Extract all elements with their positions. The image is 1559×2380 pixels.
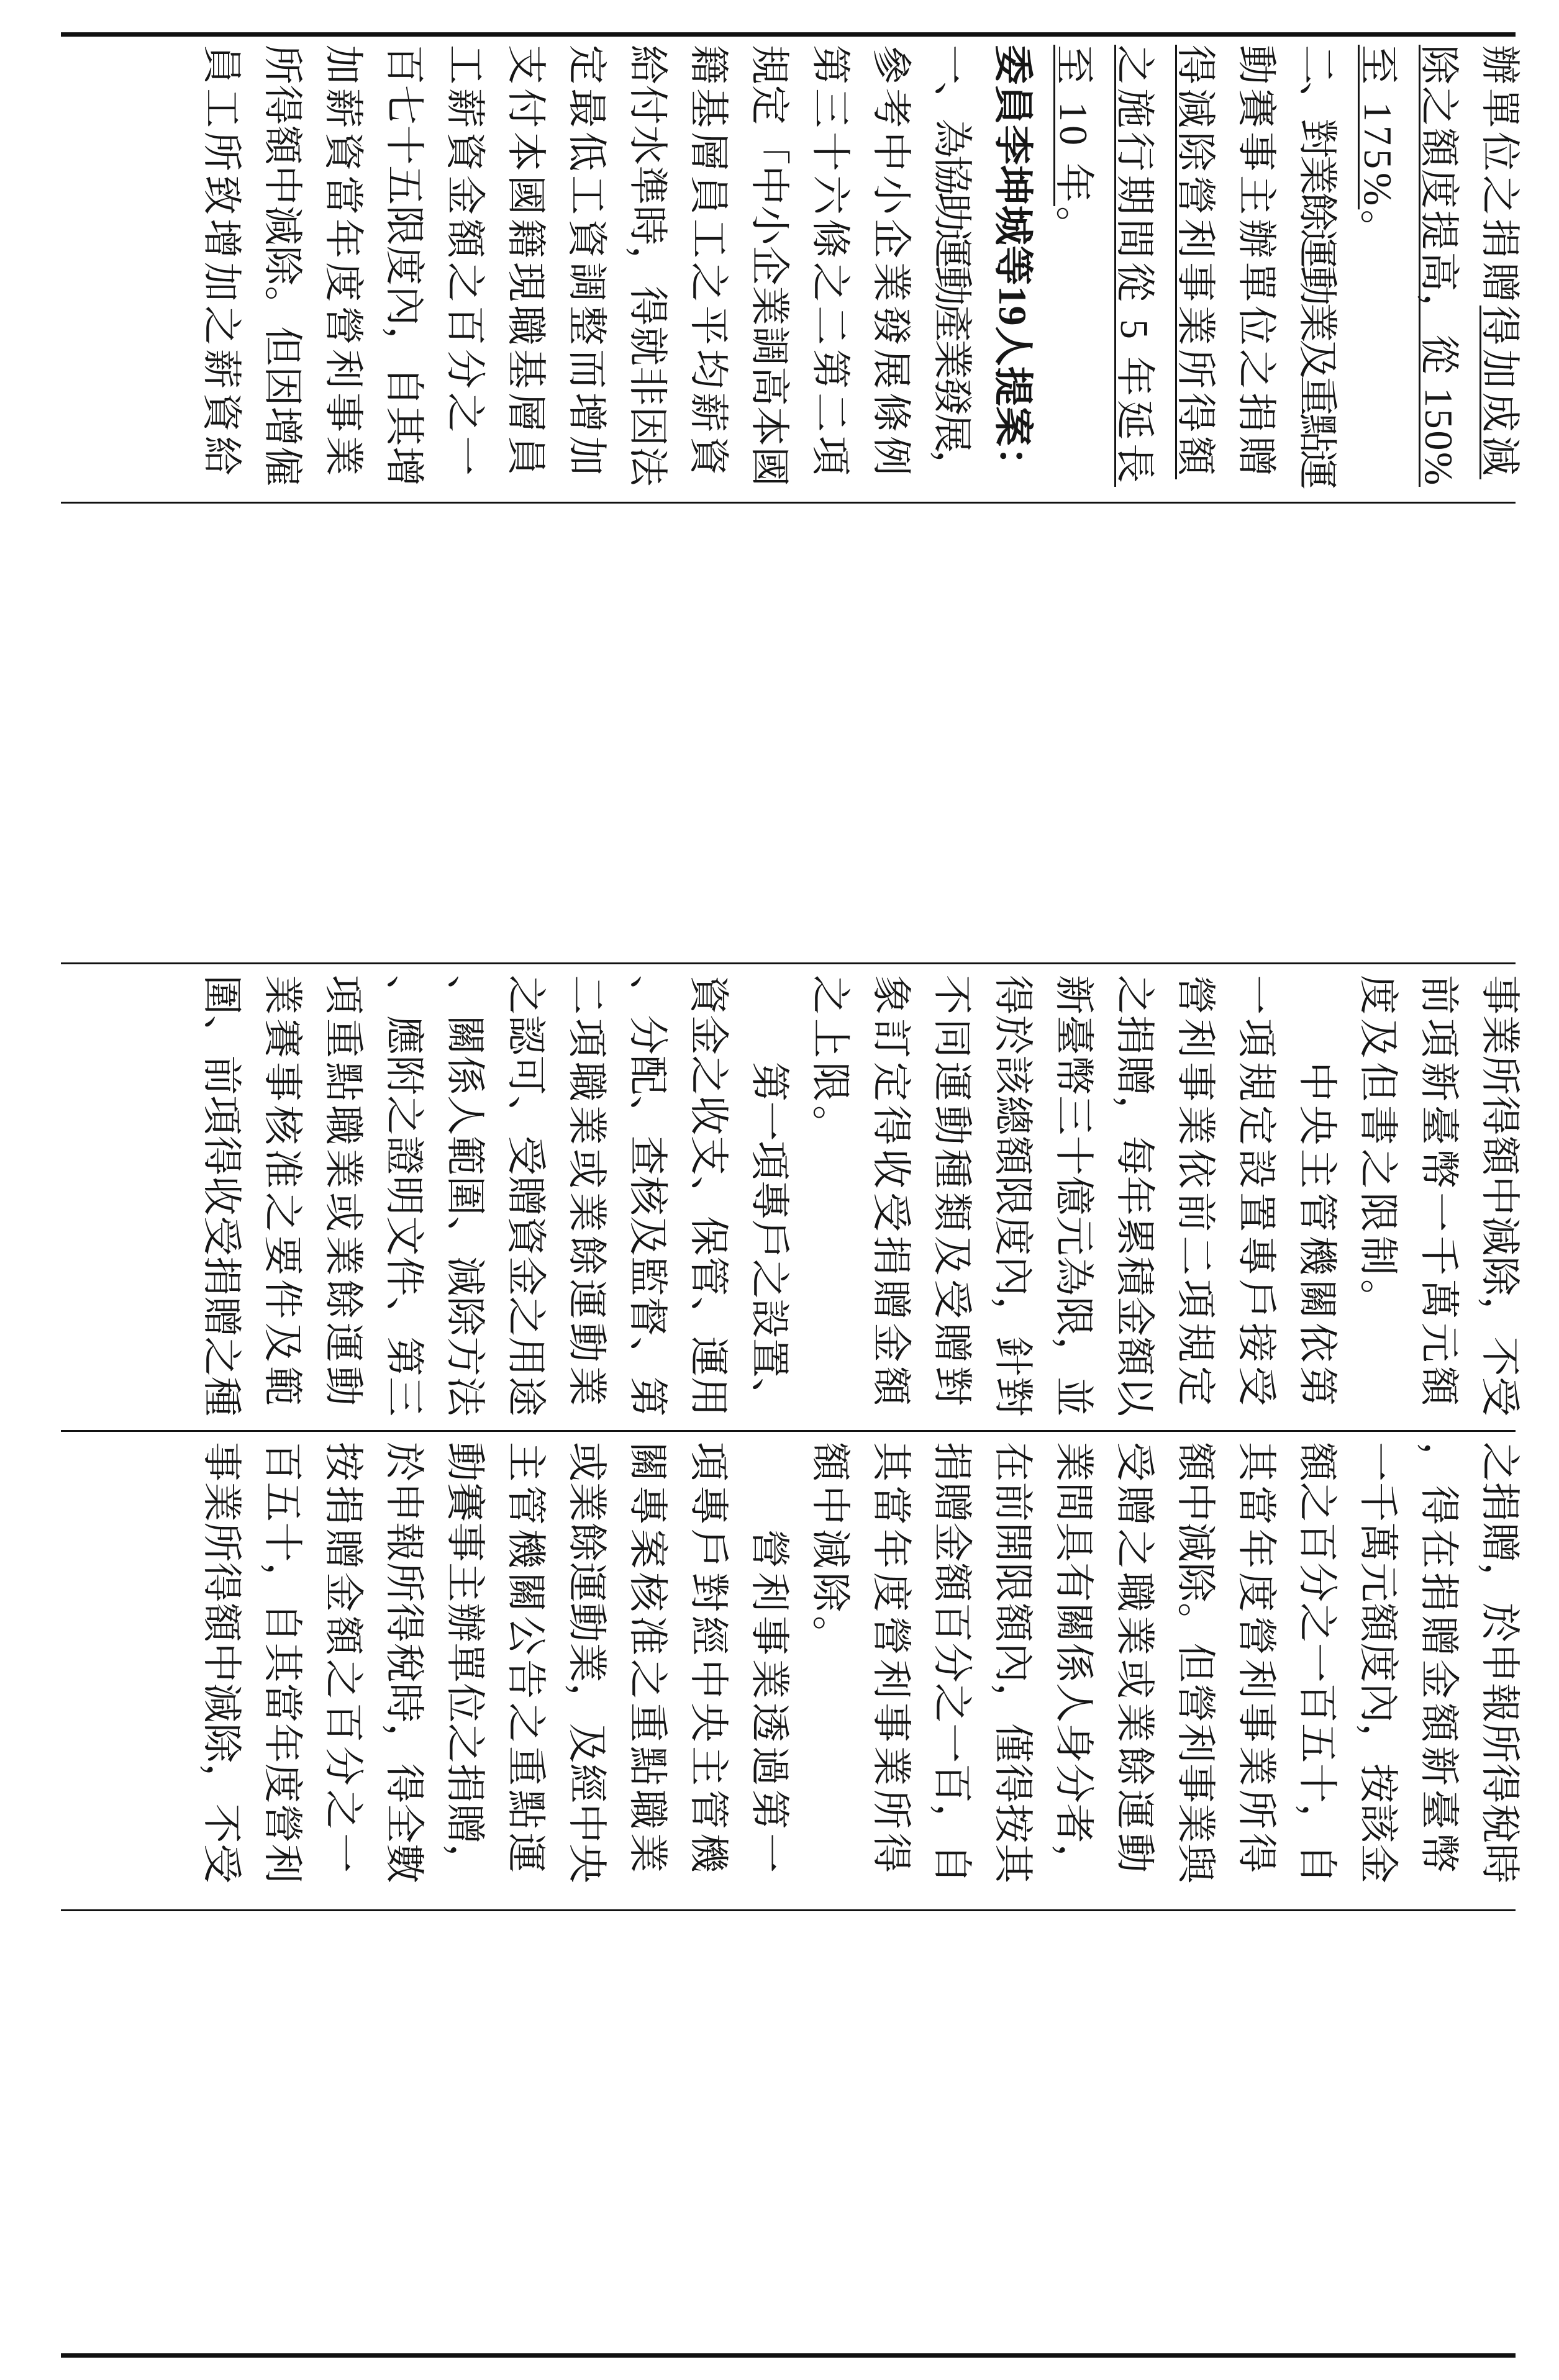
section-rule [61,502,1516,504]
text-segment: 、應附之證明文件、第三 [382,975,426,1417]
text-column [921,1442,982,1889]
text-column [434,975,495,1422]
text-segment: 事業所得額中減除，不受 [199,1442,243,1884]
text-column [678,975,739,1422]
text-segment: 營利事業透過第一 [747,1529,791,1876]
text-column [252,1442,312,1889]
text-column [739,975,799,1422]
text-segment: 象訂定得收受捐贈金額 [869,975,913,1409]
text-segment: 規定「中小企業調高本國 [747,45,791,487]
text-column [556,1442,617,1889]
section-rule [61,1430,1516,1432]
text-column [373,45,434,492]
text-segment: 業賽事核准之要件及範 [260,975,304,1409]
text-column [312,975,373,1422]
text-segment: 之認可、受贈資金之用途 [504,975,548,1417]
text-segment: 營利事業依前二項規定 [1173,975,1217,1409]
text-column [556,975,617,1422]
text-column [1043,1442,1104,1889]
text-segment: 第一項專戶之設置、 [747,1062,791,1417]
text-segment: 一、為協助運動產業發展， [930,45,974,487]
text-segment: 項重點職業或業餘運動 [321,975,365,1409]
text-segment: 主管機關公告之重點運 [504,1442,548,1876]
text-segment: 不同運動種類及受贈對 [930,975,974,1409]
text-column [1165,975,1225,1422]
text-segment: 額之百分之一百五十，自 [1295,1442,1339,1884]
section-rule [61,962,1516,964]
text-column [1408,45,1469,492]
text-column [556,45,617,492]
text-column [1043,975,1104,1422]
text-column [617,975,678,1422]
underlined-text: 之施行期間從 5 年延長 [1112,45,1157,487]
underlined-text: 除之額度提高，從 150% [1417,45,1461,487]
text-segment: 、關係人範圍、減除方法 [443,975,487,1417]
text-segment: 、分配、查核及監督、第 [625,975,670,1417]
text-segment: 給付水準時，得就非因法 [625,45,670,487]
text-segment: 所得額中減除。但因增僱 [260,45,304,487]
text-column [373,975,434,1422]
text-column [982,1442,1043,1889]
section-rule [61,1909,1516,1911]
text-column [799,1442,860,1889]
text-segment: 定最低工資調整而增加 [565,45,609,479]
text-column [312,1442,373,1889]
text-column [860,1442,921,1889]
text-segment: 辦單位之捐贈 [1478,45,1522,305]
text-column [1347,975,1408,1422]
text-segment: 於申報所得稅時，得全數 [382,1442,426,1884]
text-segment: 一項規定設置專戶接受 [1234,975,1278,1409]
text-column [1286,1442,1347,1889]
text-column [1225,1442,1286,1889]
text-column [1165,1442,1225,1889]
text-column [191,975,252,1422]
text-segment: 員工所致增加之薪資給 [199,45,243,479]
top-rule [61,32,1516,37]
text-segment: 得於該總額限度內，針對 [991,975,1035,1417]
text-segment: 一千萬元額度內，按該金 [1356,1442,1400,1884]
text-column [860,975,921,1422]
text-segment: 或業餘運動業，及經中央 [565,1442,609,1884]
text-segment: 捐贈金額百分之一百，自 [930,1442,974,1884]
text-column [1469,975,1530,1422]
bottom-rule [61,2353,1516,2358]
text-column [921,975,982,1422]
text-column [982,45,1043,492]
text-segment: 參考中小企業發展條例 [869,45,913,479]
text-segment: 項專戶對經中央主管機 [686,1442,730,1876]
text-column [678,1442,739,1889]
text-column [434,45,495,492]
text-column [1104,45,1165,492]
text-segment: 按捐贈金額之百分之一 [321,1442,365,1876]
text-segment: 百七十五限度內，自其增 [382,45,426,487]
text-column [1104,1442,1165,1889]
text-band-3 [191,1442,1530,1889]
text-column [1408,1442,1469,1889]
text-segment: 動賽事主辦單位之捐贈 [1234,45,1278,479]
text-segment: 在前開限額內，僅得按其 [991,1442,1035,1884]
text-segment: 支付本國籍現職基層員 [504,45,548,479]
text-segment: 加薪資當年度營利事業 [321,45,365,479]
text-column [1165,45,1225,492]
text-segment: 之上限。 [808,975,852,1149]
text-column [1408,975,1469,1422]
text-segment: 其當年度營利事業所得 [869,1442,913,1876]
text-column [1225,45,1286,492]
text-column [312,45,373,492]
text-segment: 第三十六條之二第二項 [808,45,852,479]
text-segment: 中央主管機關依第 [1295,1062,1339,1409]
text-column [1043,45,1104,492]
text-column [191,45,252,492]
text-column [495,1442,556,1889]
underlined-text: 至 10 年 [1052,45,1096,206]
text-column [434,1442,495,1889]
text-column [982,975,1043,1422]
text-column [373,1442,434,1889]
text-segment: ，得在捐贈金額新臺幣 [1417,1442,1461,1876]
text-segment: 資金之收支、保管、運用 [686,975,730,1417]
text-segment: 委員李坤城等19人提案： [991,45,1035,487]
text-segment: 度及但書之限制。 [1356,975,1400,1323]
text-segment: 之捐贈，每年累積金額以 [1112,975,1157,1417]
underlined-text: 得減除營利事業所得額 [1173,45,1217,479]
text-column [799,45,860,492]
text-segment: 百五十，自其當年度營利 [260,1442,304,1884]
text-column [1347,1442,1408,1889]
text-column [1469,1442,1530,1889]
text-segment: 動賽事主辦單位之捐贈， [443,1442,487,1884]
text-segment: 額中減除。 [808,1442,852,1659]
text-segment: 新臺幣三十億元為限，並 [1052,975,1096,1417]
text-segment: 前項新臺幣一千萬元額 [1417,975,1461,1409]
text-band-2 [191,975,1530,1422]
text-segment: 工薪資金額之百分之一 [443,45,487,479]
text-segment: 業間具有關係人身分者， [1052,1442,1096,1884]
text-column [1347,45,1408,492]
text-segment: 之捐贈，於申報所得稅時 [1478,1442,1522,1884]
text-column [495,975,556,1422]
text-column [617,45,678,492]
text-column [617,1442,678,1889]
text-segment: 其當年度營利事業所得 [1234,1442,1278,1876]
text-column [495,45,556,492]
text-segment: 受贈之職業或業餘運動 [1112,1442,1157,1876]
underlined-text: 至 175% [1356,45,1400,210]
text-column [252,45,312,492]
text-column [1104,975,1165,1422]
text-band-1 [191,45,1530,492]
text-column [921,45,982,492]
text-column [1286,45,1347,492]
text-column [860,45,921,492]
text-segment: 關專案核准之重點職業 [625,1442,670,1876]
text-column [739,1442,799,1889]
text-column [1469,45,1530,492]
text-column [1286,975,1347,1422]
text-column [1225,975,1286,1422]
text-segment: 籍基層員工之平均薪資 [686,45,730,479]
text-column [252,975,312,1422]
text-segment: 圍、前項得收受捐贈之種 [199,975,243,1417]
underlined-text: 得加成減 [1478,305,1522,479]
text-column [678,45,739,492]
text-column [799,975,860,1422]
text-segment: 二、對業餘運動業及重點運 [1295,45,1339,487]
text-segment: 。 [1356,209,1400,253]
text-column [739,45,799,492]
text-segment: 。 [1052,206,1096,250]
text-segment: 二項職業或業餘運動業 [565,975,609,1409]
text-segment: 事業所得額中減除，不受 [1478,975,1522,1417]
text-segment: 額中減除。但營利事業與 [1173,1442,1217,1884]
text-column [191,1442,252,1889]
